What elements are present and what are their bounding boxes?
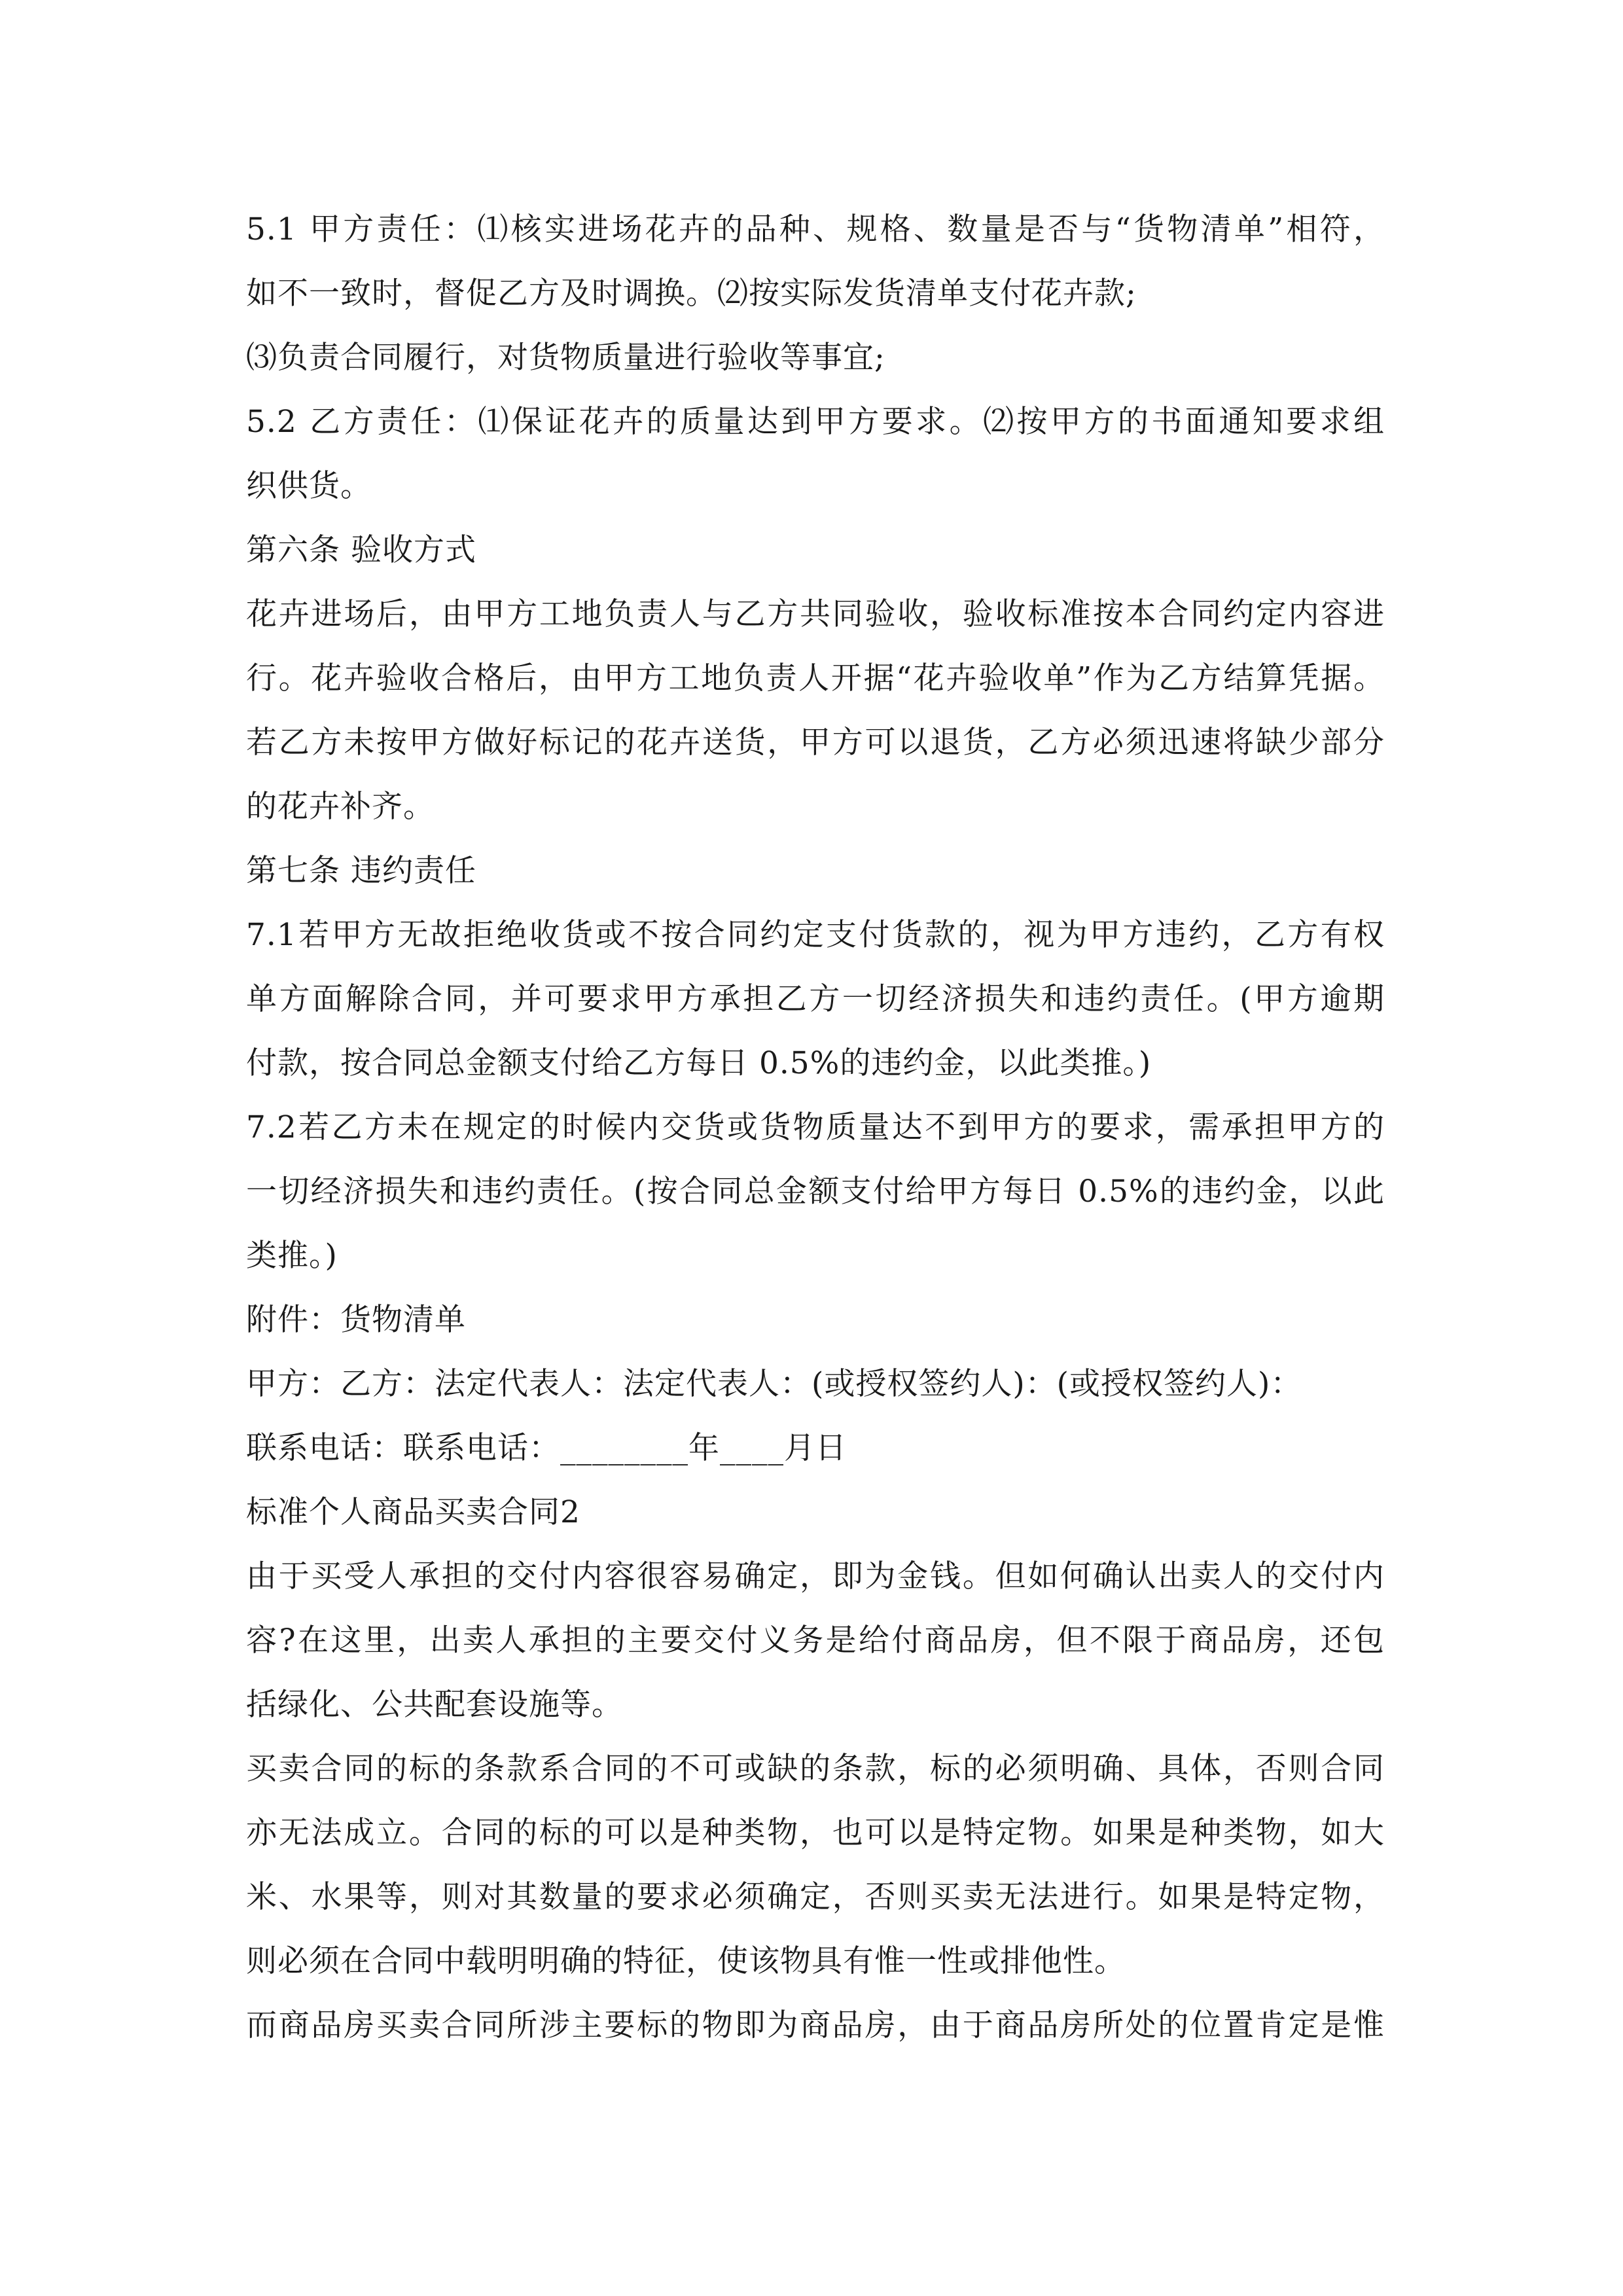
text-line: 7.1若甲方无故拒绝收货或不按合同约定支付货款的，视为甲方违约，乙方有权 (246, 917, 1385, 953)
contact-line: 联系电话：联系电话：________年____月日 (246, 1430, 847, 1466)
text-line: 类推。) (246, 1238, 338, 1274)
text-line: 一切经济损失和违约责任。(按合同总金额支付给甲方每日 0.5%的违约金，以此 (246, 1174, 1385, 1210)
text-line: 若乙方未按甲方做好标记的花卉送货，甲方可以退货，乙方必须迅速将缺少部分 (246, 725, 1385, 761)
text-line: 而商品房买卖合同所涉主要标的物即为商品房，由于商品房所处的位置肯定是惟 (246, 2007, 1385, 2043)
section-heading: 第六条 验收方式 (246, 532, 476, 568)
text-line: 花卉进场后，由甲方工地负责人与乙方共同验收，验收标准按本合同约定内容进 (246, 596, 1385, 632)
text-line: 买卖合同的标的条款系合同的不可或缺的条款，标的必须明确、具体，否则合同 (246, 1751, 1385, 1787)
text-line: 7.2若乙方未在规定的时候内交货或货物质量达不到甲方的要求，需承担甲方的 (246, 1109, 1385, 1145)
text-line: 如不一致时，督促乙方及时调换。⑵按实际发货清单支付花卉款; (246, 276, 1137, 312)
text-line: 织供货。 (246, 468, 372, 504)
text-line: 付款，按合同总金额支付给乙方每日 0.5%的违约金，以此类推。) (246, 1045, 1152, 1081)
section-heading: 第七条 违约责任 (246, 853, 476, 889)
text-line: 括绿化、公共配套设施等。 (246, 1687, 623, 1723)
document-body (246, 198, 1385, 2058)
text-line: 的花卉补齐。 (246, 789, 435, 825)
text-line: 米、水果等，则对其数量的要求必须确定，否则买卖无法进行。如果是特定物， (246, 1879, 1385, 1915)
text-line: 由于买受人承担的交付内容很容易确定，即为金钱。但如何确认出卖人的交付内 (246, 1558, 1385, 1594)
document-title: 标准个人商品买卖合同2 (246, 1494, 580, 1530)
text-line: 行。花卉验收合格后，由甲方工地负责人开据“花卉验收单”作为乙方结算凭据。 (246, 660, 1385, 696)
signature-line: 甲方：乙方：法定代表人：法定代表人：(或授权签约人)：(或授权签约人)： (246, 1366, 1302, 1402)
text-line: ⑶负责合同履行，对货物质量进行验收等事宜; (246, 340, 885, 376)
text-line: 亦无法成立。合同的标的可以是种类物，也可以是特定物。如果是种类物，如大 (246, 1815, 1385, 1851)
text-line: 则必须在合同中载明明确的特征，使该物具有惟一性或排他性。 (246, 1943, 1126, 1979)
text-line: 容?在这里，出卖人承担的主要交付义务是给付商品房，但不限于商品房，还包 (246, 1623, 1385, 1659)
attachment-line: 附件：货物清单 (246, 1302, 466, 1338)
text-line: 单方面解除合同，并可要求甲方承担乙方一切经济损失和违约责任。(甲方逾期 (246, 981, 1385, 1017)
text-line: 5.1 甲方责任：⑴核实进场花卉的品种、规格、数量是否与“货物清单”相符， (246, 211, 1385, 247)
text-line: 5.2 乙方责任：⑴保证花卉的质量达到甲方要求。⑵按甲方的书面通知要求组 (246, 404, 1385, 440)
